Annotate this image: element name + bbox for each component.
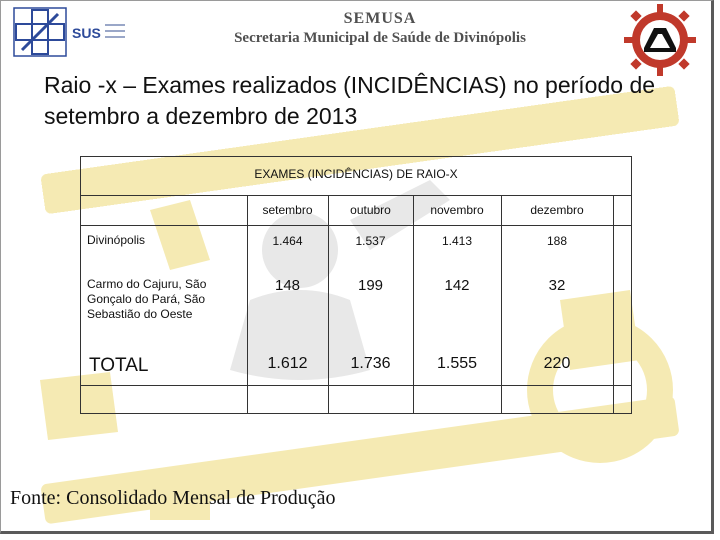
org-abbr: SEMUSA — [343, 10, 417, 27]
column-header-dezembro: dezembro — [530, 203, 584, 217]
table-cell: 199 — [357, 277, 384, 294]
column-header-setembro: setembro — [262, 203, 313, 217]
table-caption: EXAMES (INCIDÊNCIAS) DE RAIO-X — [254, 167, 458, 181]
column-header-outubro: outubro — [350, 203, 391, 217]
table-cell: 220 — [543, 355, 571, 372]
table-cell: 32 — [548, 277, 566, 294]
table-cell: 1.537 — [355, 234, 386, 248]
table-cell: 1.555 — [436, 355, 478, 372]
table-cell: 148 — [274, 277, 301, 294]
source-note: Fonte: Consolidado Mensal de Produção — [10, 487, 336, 509]
table-cell: 142 — [444, 277, 470, 294]
table-cell: 188 — [546, 234, 568, 248]
row-label-other-municipalities: Carmo do Cajuru, São Gonçalo do Pará, São Sebastião do Oeste — [87, 277, 207, 321]
sus-logo-text: SUS — [72, 25, 101, 41]
table-cell: 1.464 — [272, 234, 303, 248]
table-cell: 1.736 — [350, 355, 391, 372]
table-cell: 1.413 — [441, 234, 473, 248]
slide-title: Raio -x – Exames realizados (INCIDÊNCIAS) no período de setembro a dezembro de 2013 — [44, 72, 656, 129]
table-cell: 1.612 — [267, 355, 308, 372]
row-label-divinopolis: Divinópolis — [87, 233, 146, 247]
row-label-total: TOTAL — [89, 355, 149, 376]
column-header-novembro: novembro — [430, 203, 484, 217]
org-name: Secretaria Municipal de Saúde de Divinópolis — [234, 30, 526, 46]
